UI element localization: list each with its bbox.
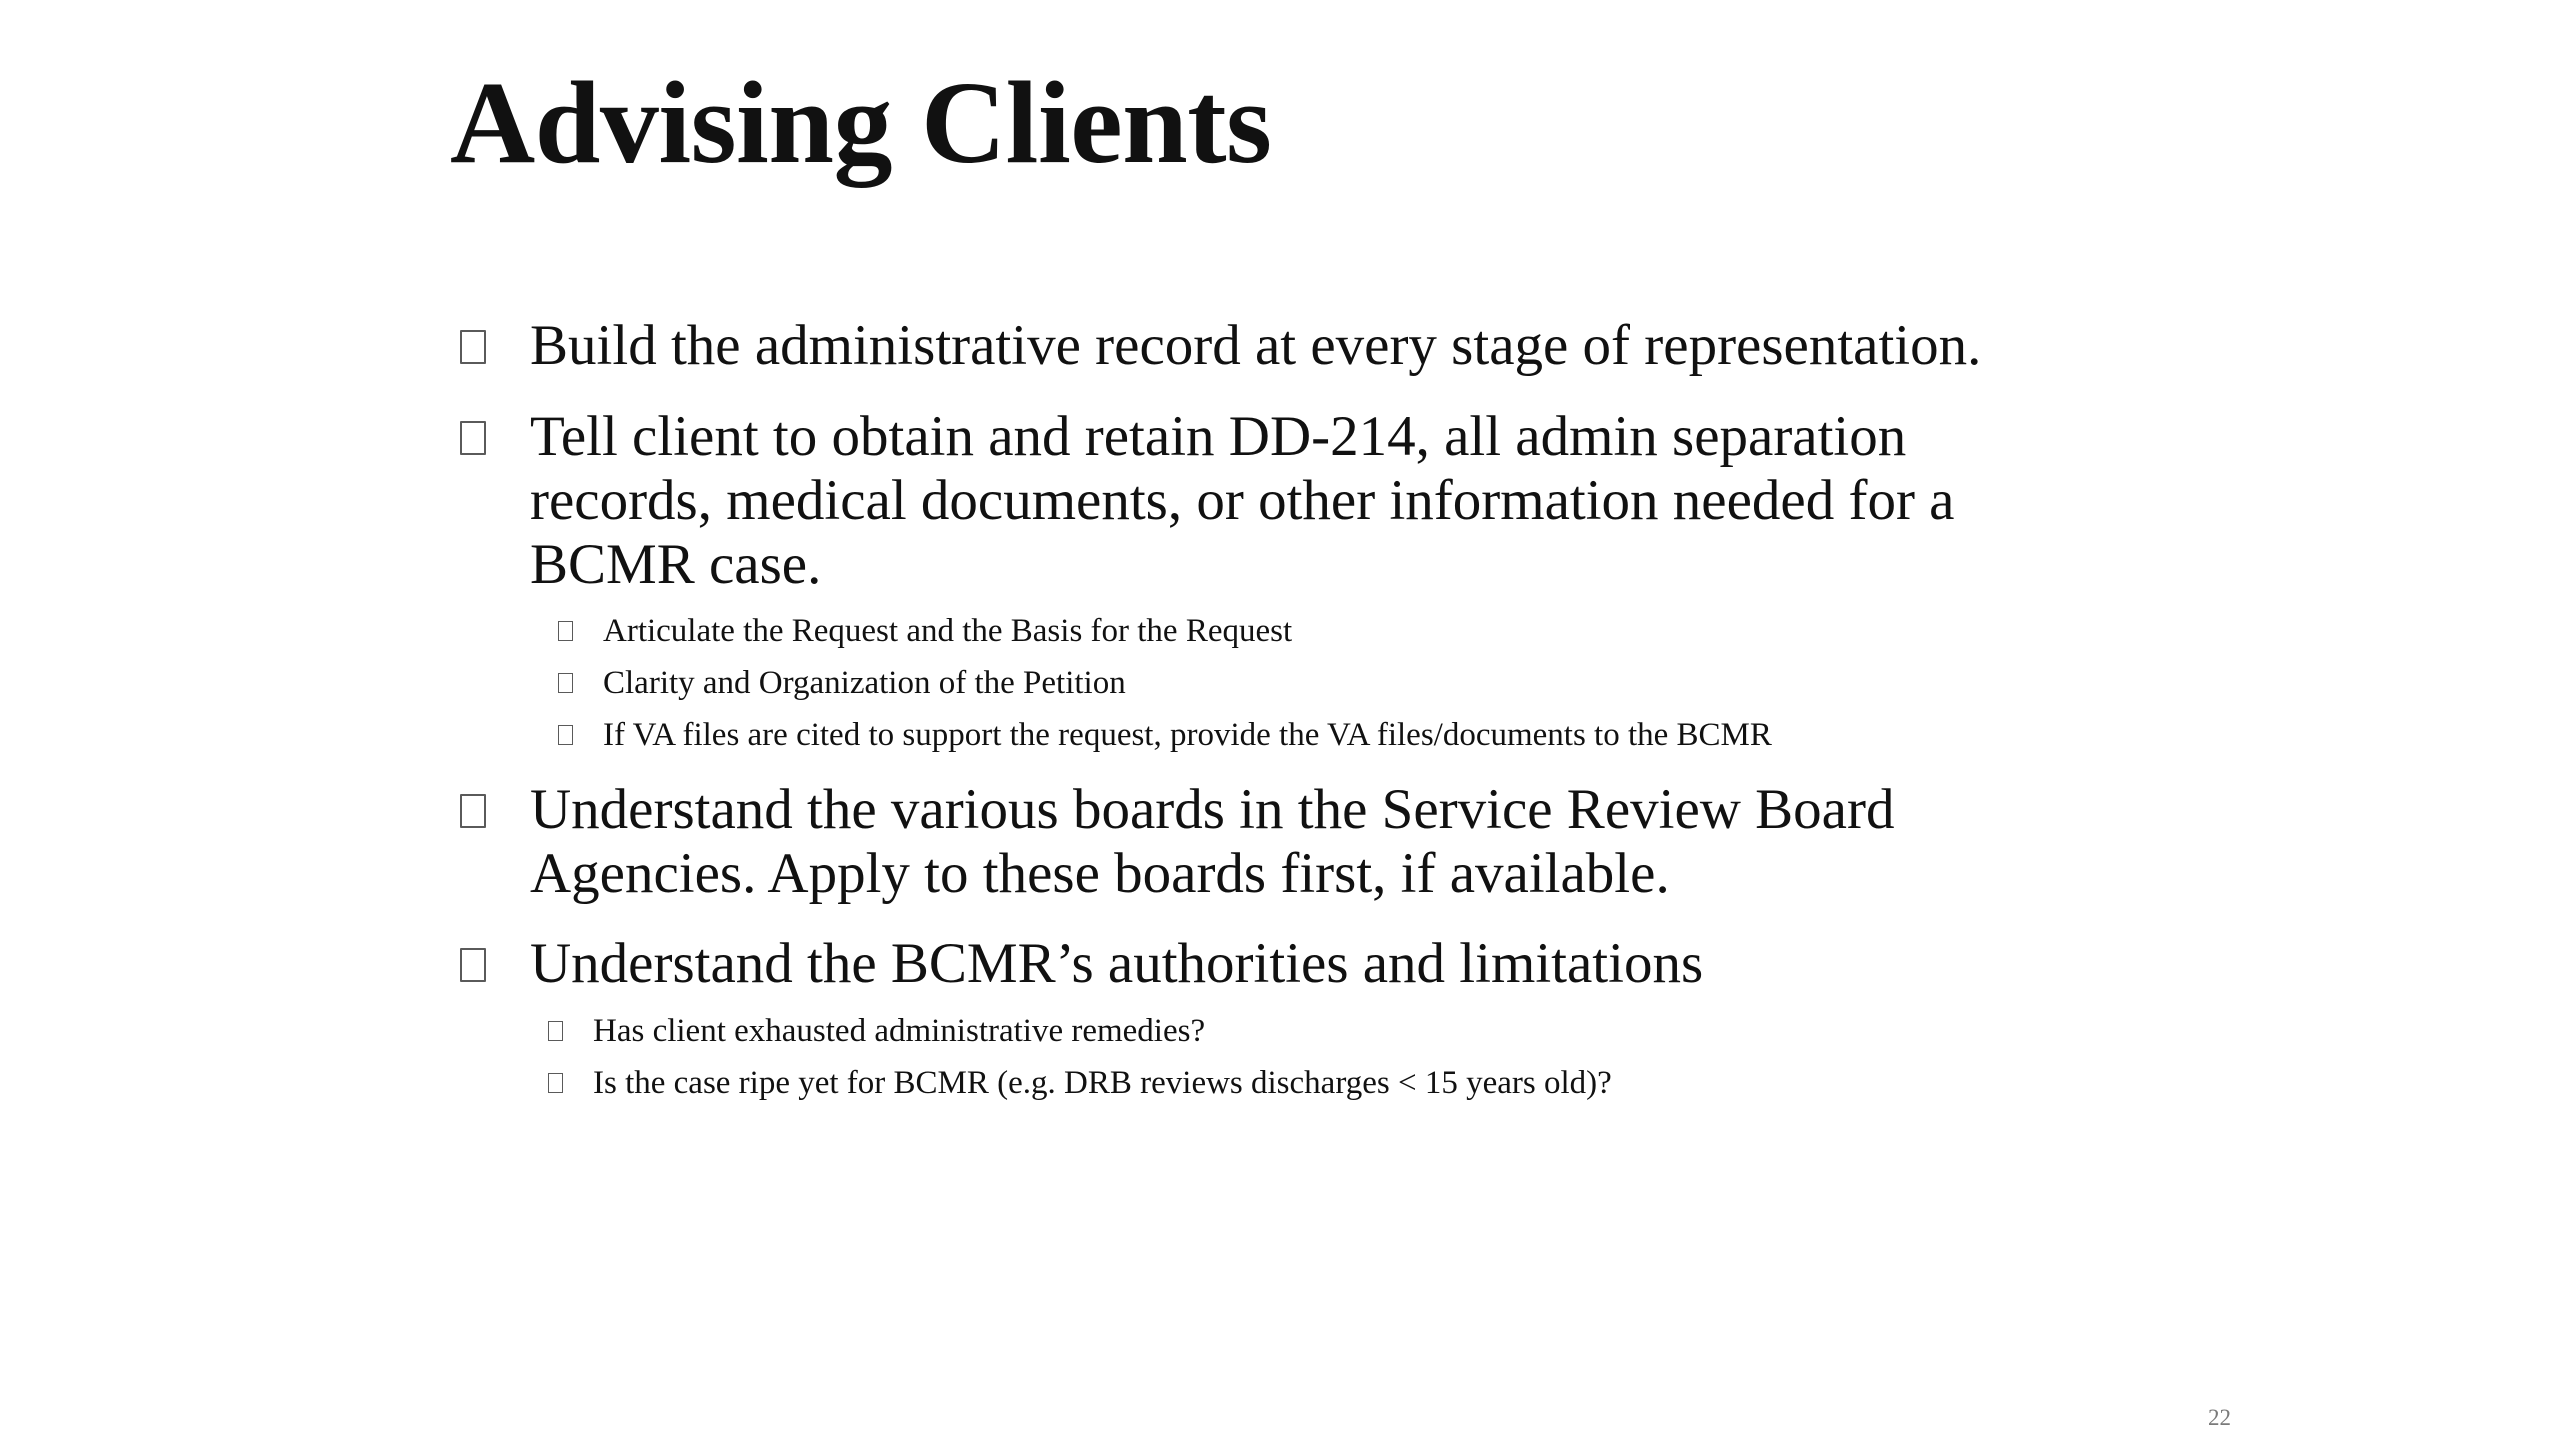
checkbox-bullet-icon xyxy=(558,725,573,745)
bullet-item xyxy=(530,778,2090,906)
sub-bullet-text: Articulate the Request and the Basis for the Request xyxy=(603,613,1293,649)
slide-title: Advising Clients xyxy=(450,57,1272,188)
sub-bullet-item xyxy=(603,611,1292,651)
bullet-item xyxy=(530,314,2090,378)
sub-bullet-item xyxy=(593,1063,1612,1103)
sub-bullet-item xyxy=(603,663,1126,703)
checkbox-bullet-icon xyxy=(548,1073,563,1093)
bullet-item xyxy=(530,932,2090,996)
sub-bullet-text: Is the case ripe yet for BCMR (e.g. DRB reviews discharges < 15 years old)? xyxy=(593,1065,1612,1101)
checkbox-bullet-icon xyxy=(460,948,486,982)
checkbox-bullet-icon xyxy=(548,1021,563,1041)
bullet-text: Build the administrative record at every stage of representation. xyxy=(530,314,1982,377)
sub-bullet-text: If VA files are cited to support the request, provide the VA files/documents to the BCMR xyxy=(603,717,1772,753)
checkbox-bullet-icon xyxy=(460,421,486,455)
sub-bullet-item xyxy=(593,1011,1205,1051)
checkbox-bullet-icon xyxy=(558,673,573,693)
sub-bullet-text: Has client exhausted administrative remedies? xyxy=(593,1013,1206,1049)
bullet-item xyxy=(530,405,2090,597)
checkbox-bullet-icon xyxy=(558,621,573,641)
bullet-text: Understand the various boards in the Service Review Board Agencies. Apply to these boards first, if available. xyxy=(530,778,1895,905)
page-number: 22 xyxy=(2208,1405,2231,1430)
checkbox-bullet-icon xyxy=(460,794,486,828)
checkbox-bullet-icon xyxy=(460,330,486,364)
bullet-text: Understand the BCMR’s authorities and limitations xyxy=(530,932,1704,995)
sub-bullet-item xyxy=(603,715,1772,755)
bullet-text: Tell client to obtain and retain DD-214, all admin separation records, medical documents, or other information needed for a BCMR case. xyxy=(530,405,1955,596)
sub-bullet-text: Clarity and Organization of the Petition xyxy=(603,665,1126,701)
